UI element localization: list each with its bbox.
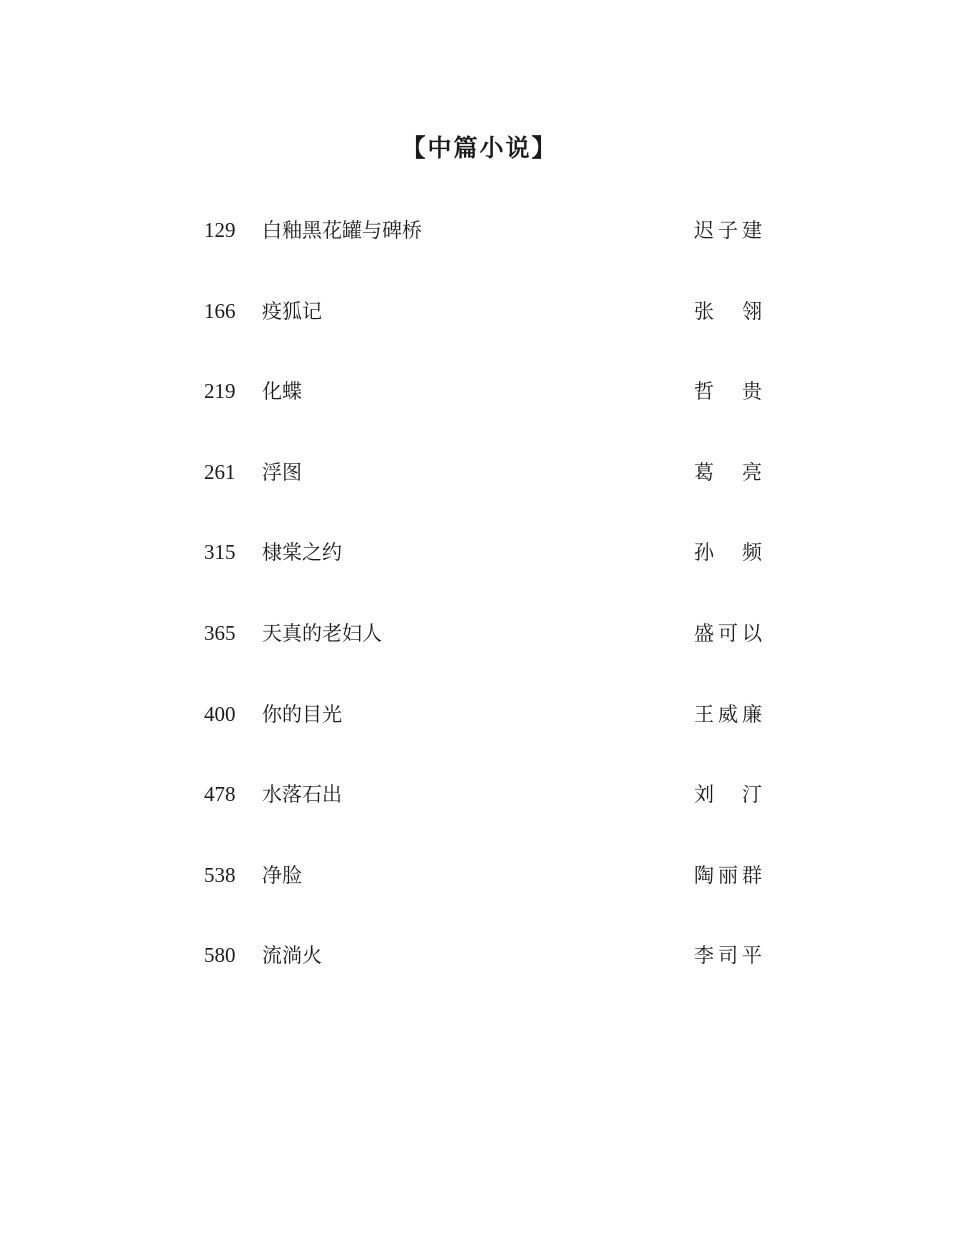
entry-author: 刘 汀: [694, 782, 766, 807]
toc-entry[interactable]: [0, 291, 959, 372]
entry-title: 棣棠之约: [262, 540, 342, 565]
entry-title: 化蝶: [262, 379, 302, 404]
toc-entry[interactable]: [0, 210, 959, 291]
entry-page-number: 365: [204, 620, 236, 645]
entry-page-number: 129: [204, 218, 236, 242]
toc-entry[interactable]: [0, 613, 959, 694]
toc-entry[interactable]: [0, 935, 959, 1016]
toc-entry[interactable]: [0, 371, 959, 452]
entry-page-number: 400: [204, 701, 236, 726]
toc-entry[interactable]: [0, 694, 959, 775]
entry-author: 王 威 廉: [694, 701, 766, 726]
entry-title: 疫狐记: [262, 298, 322, 323]
entry-title: 水落石出: [262, 782, 342, 807]
entry-title: 你的目光: [262, 701, 342, 726]
entry-title: 浮图: [262, 459, 302, 484]
entry-title: 流淌火: [262, 943, 322, 968]
toc-entry[interactable]: [0, 855, 959, 936]
entry-page-number: 580: [204, 943, 236, 968]
entry-page-number: 538: [204, 862, 236, 887]
entry-title: 天真的老妇人: [262, 620, 382, 645]
entry-page-number: 166: [204, 298, 236, 323]
entry-author: 盛 可 以: [694, 620, 766, 645]
entry-author: 李 司 平: [694, 943, 766, 968]
entry-title: 白釉黑花罐与碑桥: [262, 218, 422, 242]
entry-author: 迟 子 建: [694, 218, 766, 242]
entry-page-number: 261: [204, 459, 236, 484]
entry-author: 哲 贵: [694, 379, 766, 404]
section-title: 【中篇小说】: [401, 134, 558, 162]
entry-page-number: 315: [204, 540, 236, 565]
entry-author: 葛 亮: [694, 459, 766, 484]
entry-page-number: 478: [204, 782, 236, 807]
entry-author: 孙 频: [694, 540, 766, 565]
toc-list: [0, 210, 959, 1016]
entry-page-number: 219: [204, 379, 236, 404]
entry-title: 净脸: [262, 862, 302, 887]
toc-entry[interactable]: [0, 532, 959, 613]
entry-author: 张 翎: [694, 298, 766, 323]
toc-entry[interactable]: [0, 774, 959, 855]
entry-author: 陶 丽 群: [694, 862, 766, 887]
toc-entry[interactable]: [0, 452, 959, 533]
